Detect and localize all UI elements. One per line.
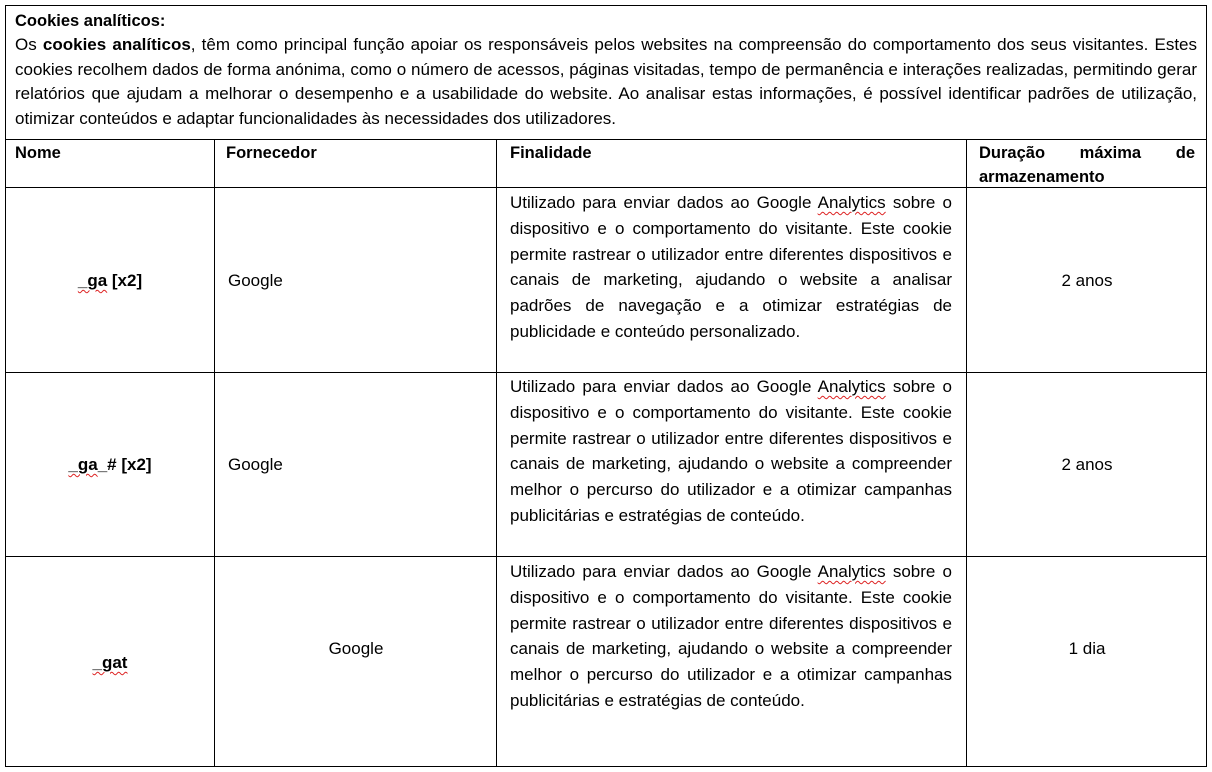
table-cell-provider: Google	[328, 639, 384, 658]
table-cell-purpose: Utilizado para enviar dados ao Google Analytics sobre o dispositivo e o comportamento do visitante. Este cookie permite rastrear o utilizador entre diferentes dispositivos e canais de marketing, ajudando o website a analisar padrões de navegação e a otimizar estratégias de publicidade e conteúdo personalizado.	[510, 193, 952, 341]
table-cell-provider: Google	[228, 455, 283, 474]
column-header-duration: Duração máxima de armazenamento	[979, 144, 1195, 186]
table-cell-name: _ga [x2]	[77, 271, 143, 290]
table-cell-duration: 1 dia	[1068, 639, 1106, 658]
section-title: Cookies analíticos:	[15, 12, 166, 30]
highlight-term: cookies analíticos	[42, 35, 191, 55]
table-cell-name: _gat	[92, 653, 128, 672]
table-cell-duration: 2 anos	[1061, 455, 1113, 474]
column-header-name: Nome	[15, 144, 61, 162]
row-border	[5, 556, 1207, 557]
column-header-purpose: Finalidade	[510, 144, 592, 162]
row-border	[5, 372, 1207, 373]
column-header-provider: Fornecedor	[226, 144, 317, 162]
table-cell-provider: Google	[228, 271, 283, 290]
table-cell-purpose: Utilizado para enviar dados ao Google Analytics sobre o dispositivo e o comportamento do visitante. Este cookie permite rastrear o utilizador entre diferentes dispositivos e canais de marketing, ajudando o website a compreender melhor o percurso do utilizador e a otimizar campanhas publicitárias e estratégias de conteúdo.	[510, 377, 952, 525]
column-divider	[214, 139, 215, 767]
column-divider	[496, 139, 497, 767]
section-description: Os cookies analíticos, têm como principal função apoiar os responsáveis pelos websites na compreensão do comportamento dos seus visitantes. Estes cookies recolhem dados de forma anónima, como o número de acessos, páginas visitadas, tempo de permanência e interações realizadas, permitindo gerar relatórios que ajudam a melhorar o desempenho e a usabilidade do website. Ao analisar estas informações, é possível identificar padrões de utilização, otimizar conteúdos e adaptar funcionalidades às necessidades dos utilizadores.	[15, 35, 1197, 128]
table-cell-name: _ga_# [x2]	[68, 455, 152, 474]
intro-section	[15, 9, 1197, 131]
table-cell-duration: 2 anos	[1061, 271, 1113, 290]
column-divider	[966, 139, 967, 767]
table-cell-purpose: Utilizado para enviar dados ao Google Analytics sobre o dispositivo e o comportamento do visitante. Este cookie permite rastrear o utilizador entre diferentes dispositivos e canais de marketing, ajudando o website a compreender melhor o percurso do utilizador e a otimizar campanhas publicitárias e estratégias de conteúdo.	[510, 562, 952, 710]
table-top-border	[5, 139, 1207, 140]
